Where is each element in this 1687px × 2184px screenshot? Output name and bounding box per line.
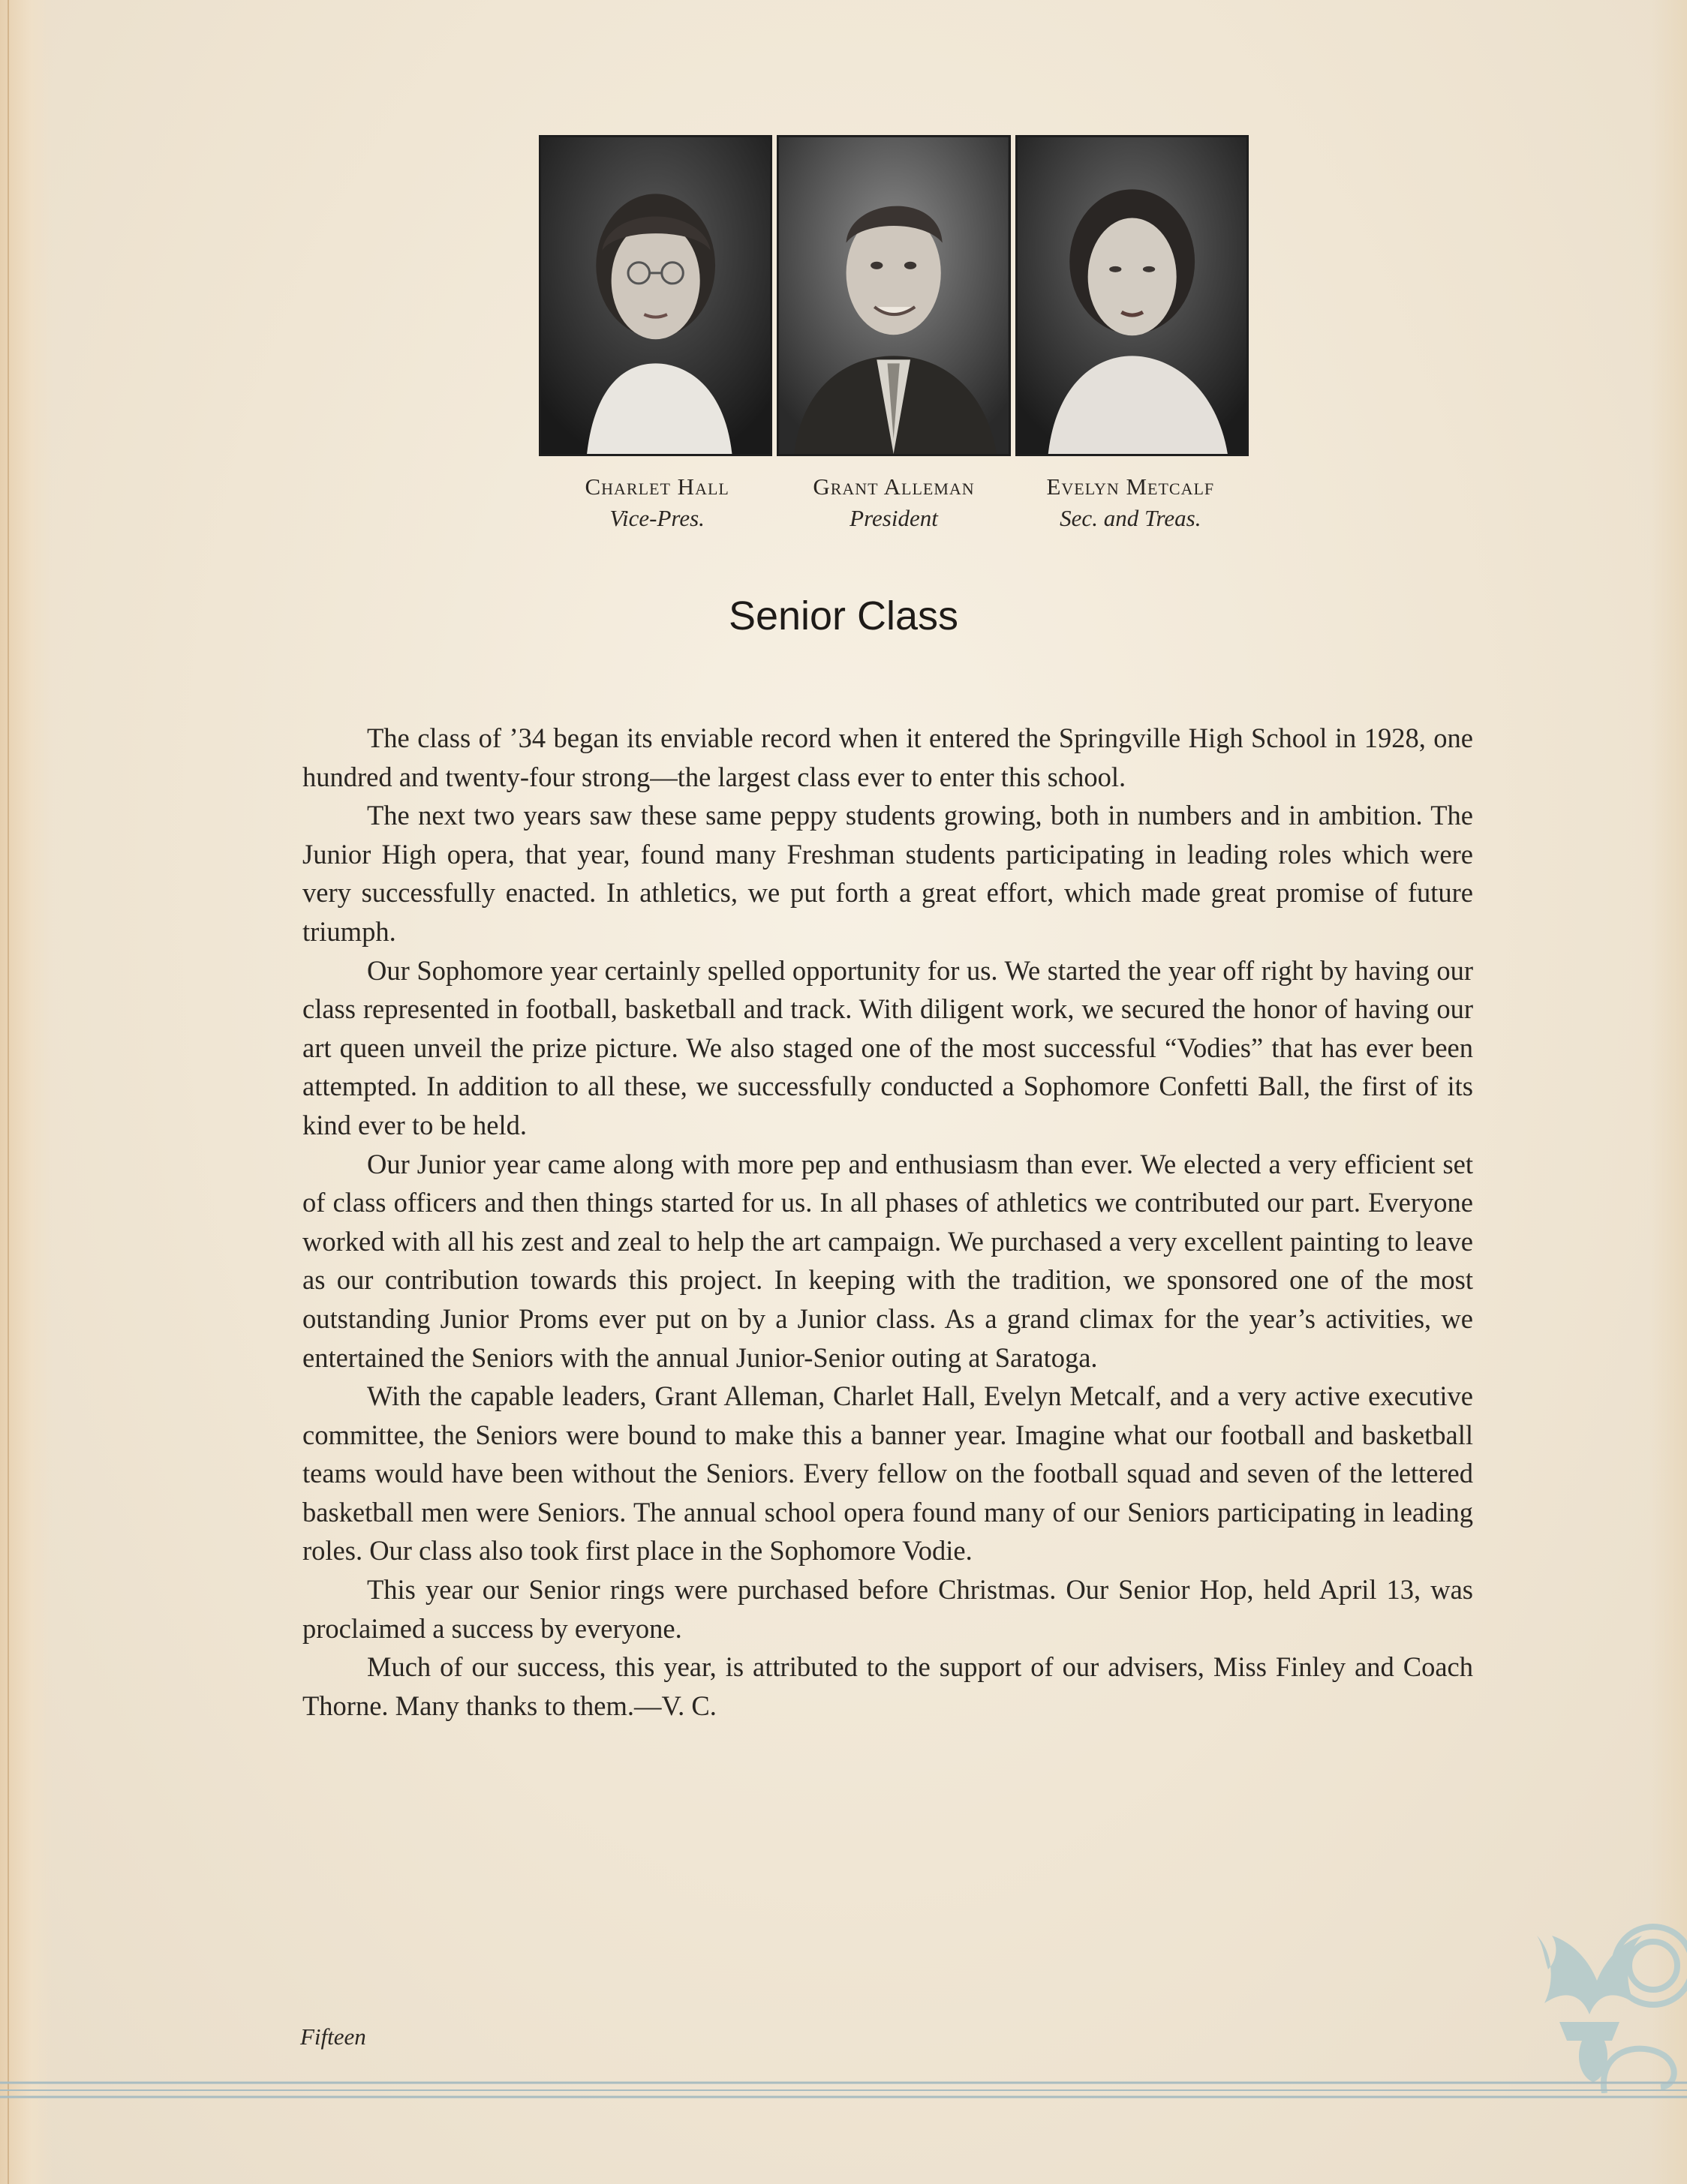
- page-right-edge: [1649, 0, 1687, 2184]
- officer-office: President: [850, 505, 938, 531]
- portrait-photo-president: [777, 135, 1010, 456]
- paragraph: Our Sophomore year certainly spelled opportunity for us. We started the year off right by having our class represented in football, basketball and track. With diligent work, we secured the honor of having our art queen unveil the prize picture. We also staged one of the most successful “Vodies” that has ever been attempted. In addition to all these, we successfully conducted a Sophomore Confetti Ball, the first of its kind ever to be held.: [302, 954, 1473, 1140]
- paragraph: With the capable leaders, Grant Alleman, Charlet Hall, Evelyn Metcalf, and a very active executive committee, the Seniors were bound to make this a banner year. Imagine what our football and basketball teams would have been without the Seniors. Every fellow on the football squad and seven of the lettered basketball men were Seniors. The annual school opera found many of our Seniors participating in leading roles. Our class also took first place in the Sophomore Vodie.: [302, 1380, 1473, 1567]
- officer-name: Charlet Hall: [585, 473, 729, 500]
- caption-president: [775, 471, 1012, 534]
- officer-office: Vice-Pres.: [609, 505, 705, 531]
- article-body: [302, 719, 1473, 1725]
- officer-portraits: [539, 135, 1249, 452]
- officer-name: Evelyn Metcalf: [1046, 473, 1215, 500]
- bottom-border-rule: [0, 2078, 1687, 2101]
- paragraph: Much of our success, this year, is attributed to the support of our advisers, Miss Finley and Coach Thorne. Many thanks to them.—V. C.: [302, 1651, 1473, 1721]
- officer-captions: [539, 471, 1249, 534]
- paragraph: The next two years saw these same peppy students growing, both in numbers and in ambition. The Junior High opera, that year, found many Freshman students participating in leading roles which were very successfully enacted. In athletics, we put forth a great effort, which made great promise of future triumph.: [302, 800, 1473, 947]
- corner-ornament-icon: [1484, 1891, 1687, 2093]
- portrait-photo-secretary-treasurer: [1015, 135, 1249, 456]
- portrait-photo-vice-president: [539, 135, 772, 456]
- paragraph: Our Junior year came along with more pep and enthusiasm than ever. We elected a very efficient set of class officers and then things started for us. In all phases of athletics we contributed our part. Everyone worked with all his zest and zeal to help the art campaign. We purchased a very excellent painting to leave as our contribution towards this project. In keeping with the tradition, we sponsored one of the most outstanding Junior Proms ever put on by a Junior class. As a grand climax for the year’s activities, we entertained the Seniors with the annual Junior-Senior outing at Saratoga.: [302, 1148, 1473, 1373]
- paragraph: The class of ’34 began its enviable record when it entered the Springville High School in 1928, one hundred and twenty-four strong—the largest class ever to enter this school.: [302, 722, 1473, 792]
- caption-secretary-treasurer: [1012, 471, 1249, 534]
- officer-office: Sec. and Treas.: [1060, 505, 1201, 531]
- binding-line: [8, 0, 9, 2184]
- paragraph: This year our Senior rings were purchased before Christmas. Our Senior Hop, held April 13, was proclaimed a success by everyone.: [302, 1574, 1473, 1644]
- page-number: Fifteen: [300, 2023, 366, 2050]
- caption-vice-president: [539, 471, 775, 534]
- officer-name: Grant Alleman: [813, 473, 975, 500]
- page-title: Senior Class: [728, 593, 959, 638]
